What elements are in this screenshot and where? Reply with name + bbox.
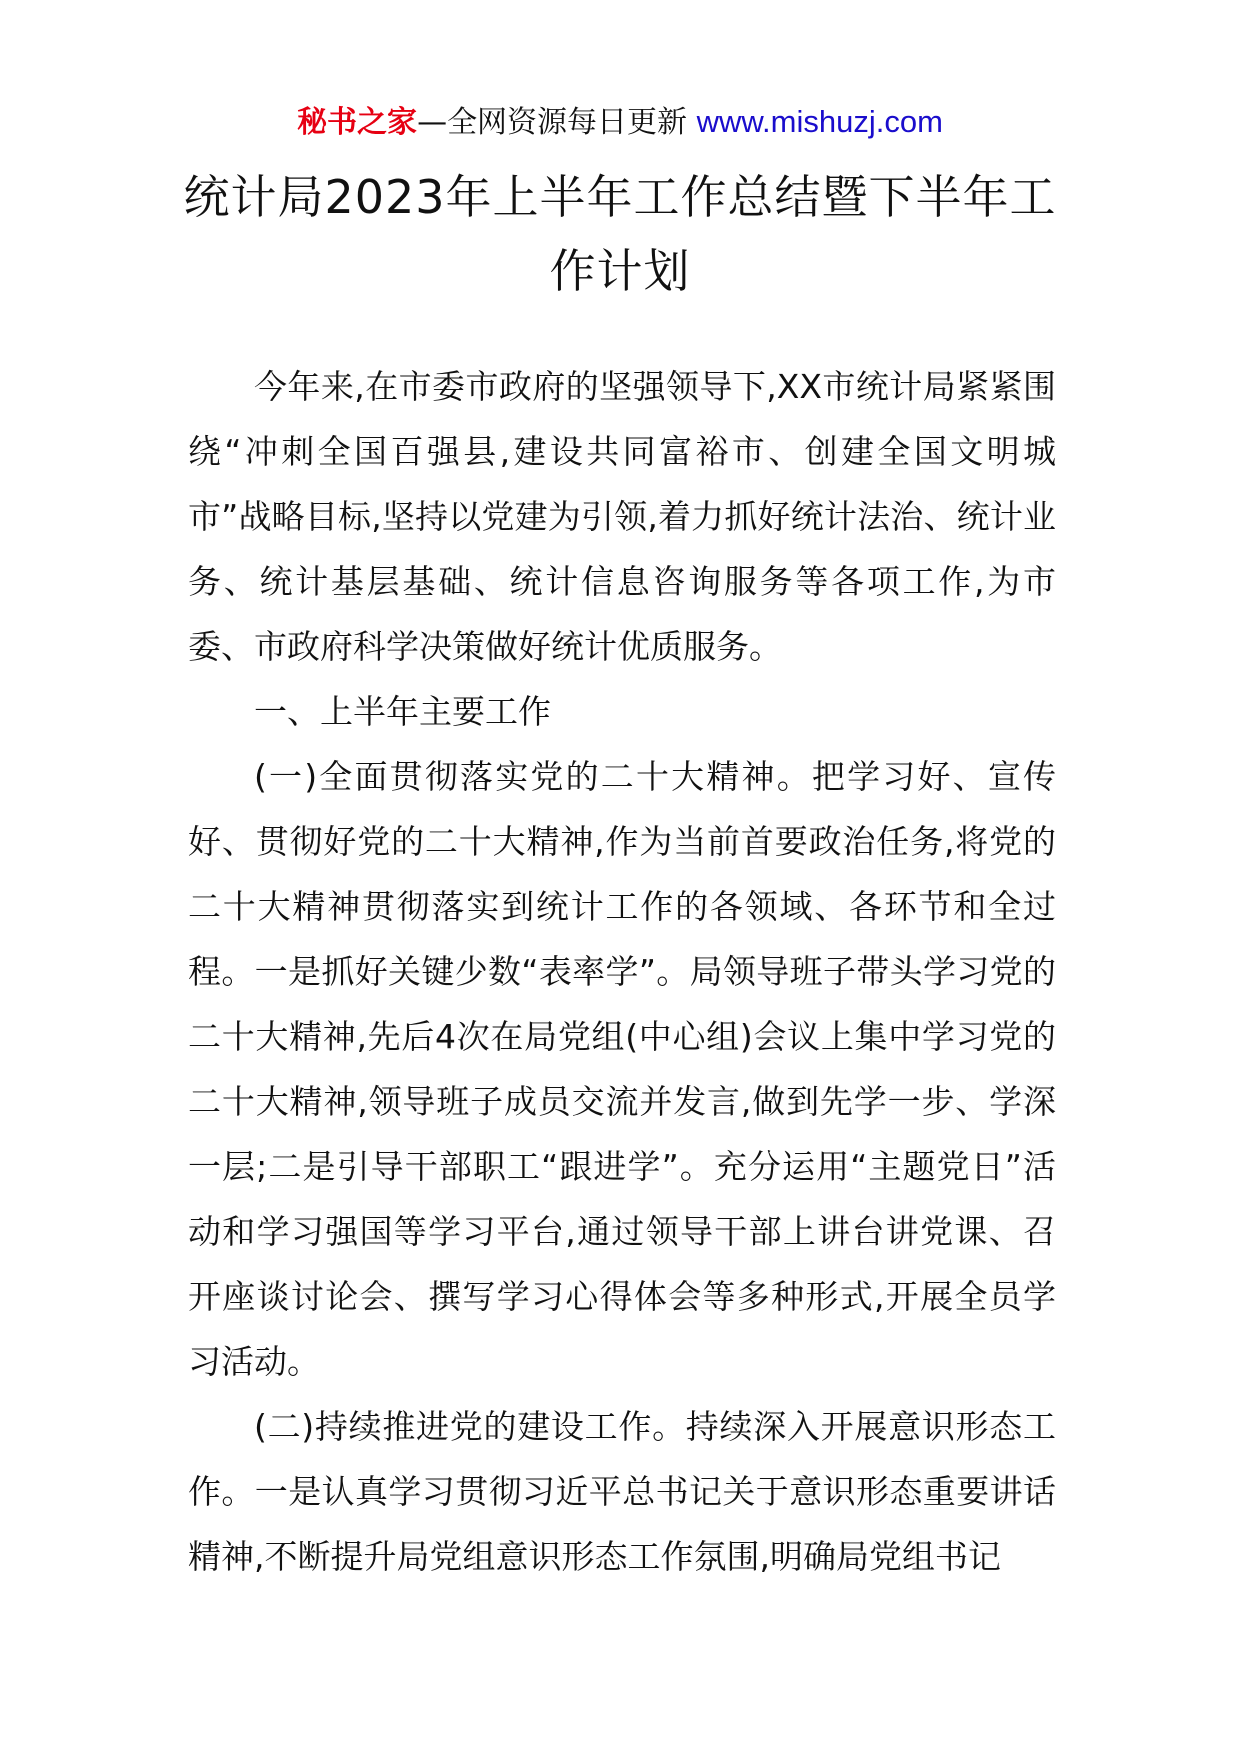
header-tagline: —全网资源每日更新 (417, 105, 697, 140)
watermark-header (0, 100, 1240, 145)
header-url[interactable]: www.mishuzj.com (696, 104, 943, 139)
document-title: 统计局2023年上半年工作总结暨下半年工作计划 (183, 170, 1057, 298)
brand-name: 秘书之家 (297, 105, 418, 140)
section-heading: 一、上半年主要工作 (254, 692, 551, 731)
body-paragraph: (二)持续推进党的建设工作。持续深入开展意识形态工作。一是认真学习贯彻习近平总书记关于意识形态重要讲话精神,不断提升局党组意识形态工作氛围,明确局党组书记 (188, 1407, 1056, 1576)
document-body (188, 354, 1056, 1589)
body-paragraph: (一)全面贯彻落实党的二十大精神。把学习好、宣传好、贯彻好党的二十大精神,作为当前首要政治任务,将党的二十大精神贯彻落实到统计工作的各领域、各环节和全过程。一是抓好关键少数“表率学”。局领导班子带头学习党的二十大精神,先后4次在局党组(中心组)会议上集中学习党的二十大精神,领导班子成员交流并发言,做到先学一步、学深一层;二是引导干部职工“跟进学”。充分运用“主题党日”活动和学习强国等学习平台,通过领导干部上讲台讲党课、召开座谈讨论会、撰写学习心得体会等多种形式,开展全员学习活动。 (188, 757, 1056, 1381)
intro-paragraph: 今年来,在市委市政府的坚强领导下,XX市统计局紧紧围绕“冲刺全国百强县,建设共同富裕市、创建全国文明城市”战略目标,坚持以党建为引领,着力抓好统计法治、统计业务、统计基层基础、统计信息咨询服务等各项工作,为市委、市政府科学决策做好统计优质服务。 (188, 367, 1056, 666)
